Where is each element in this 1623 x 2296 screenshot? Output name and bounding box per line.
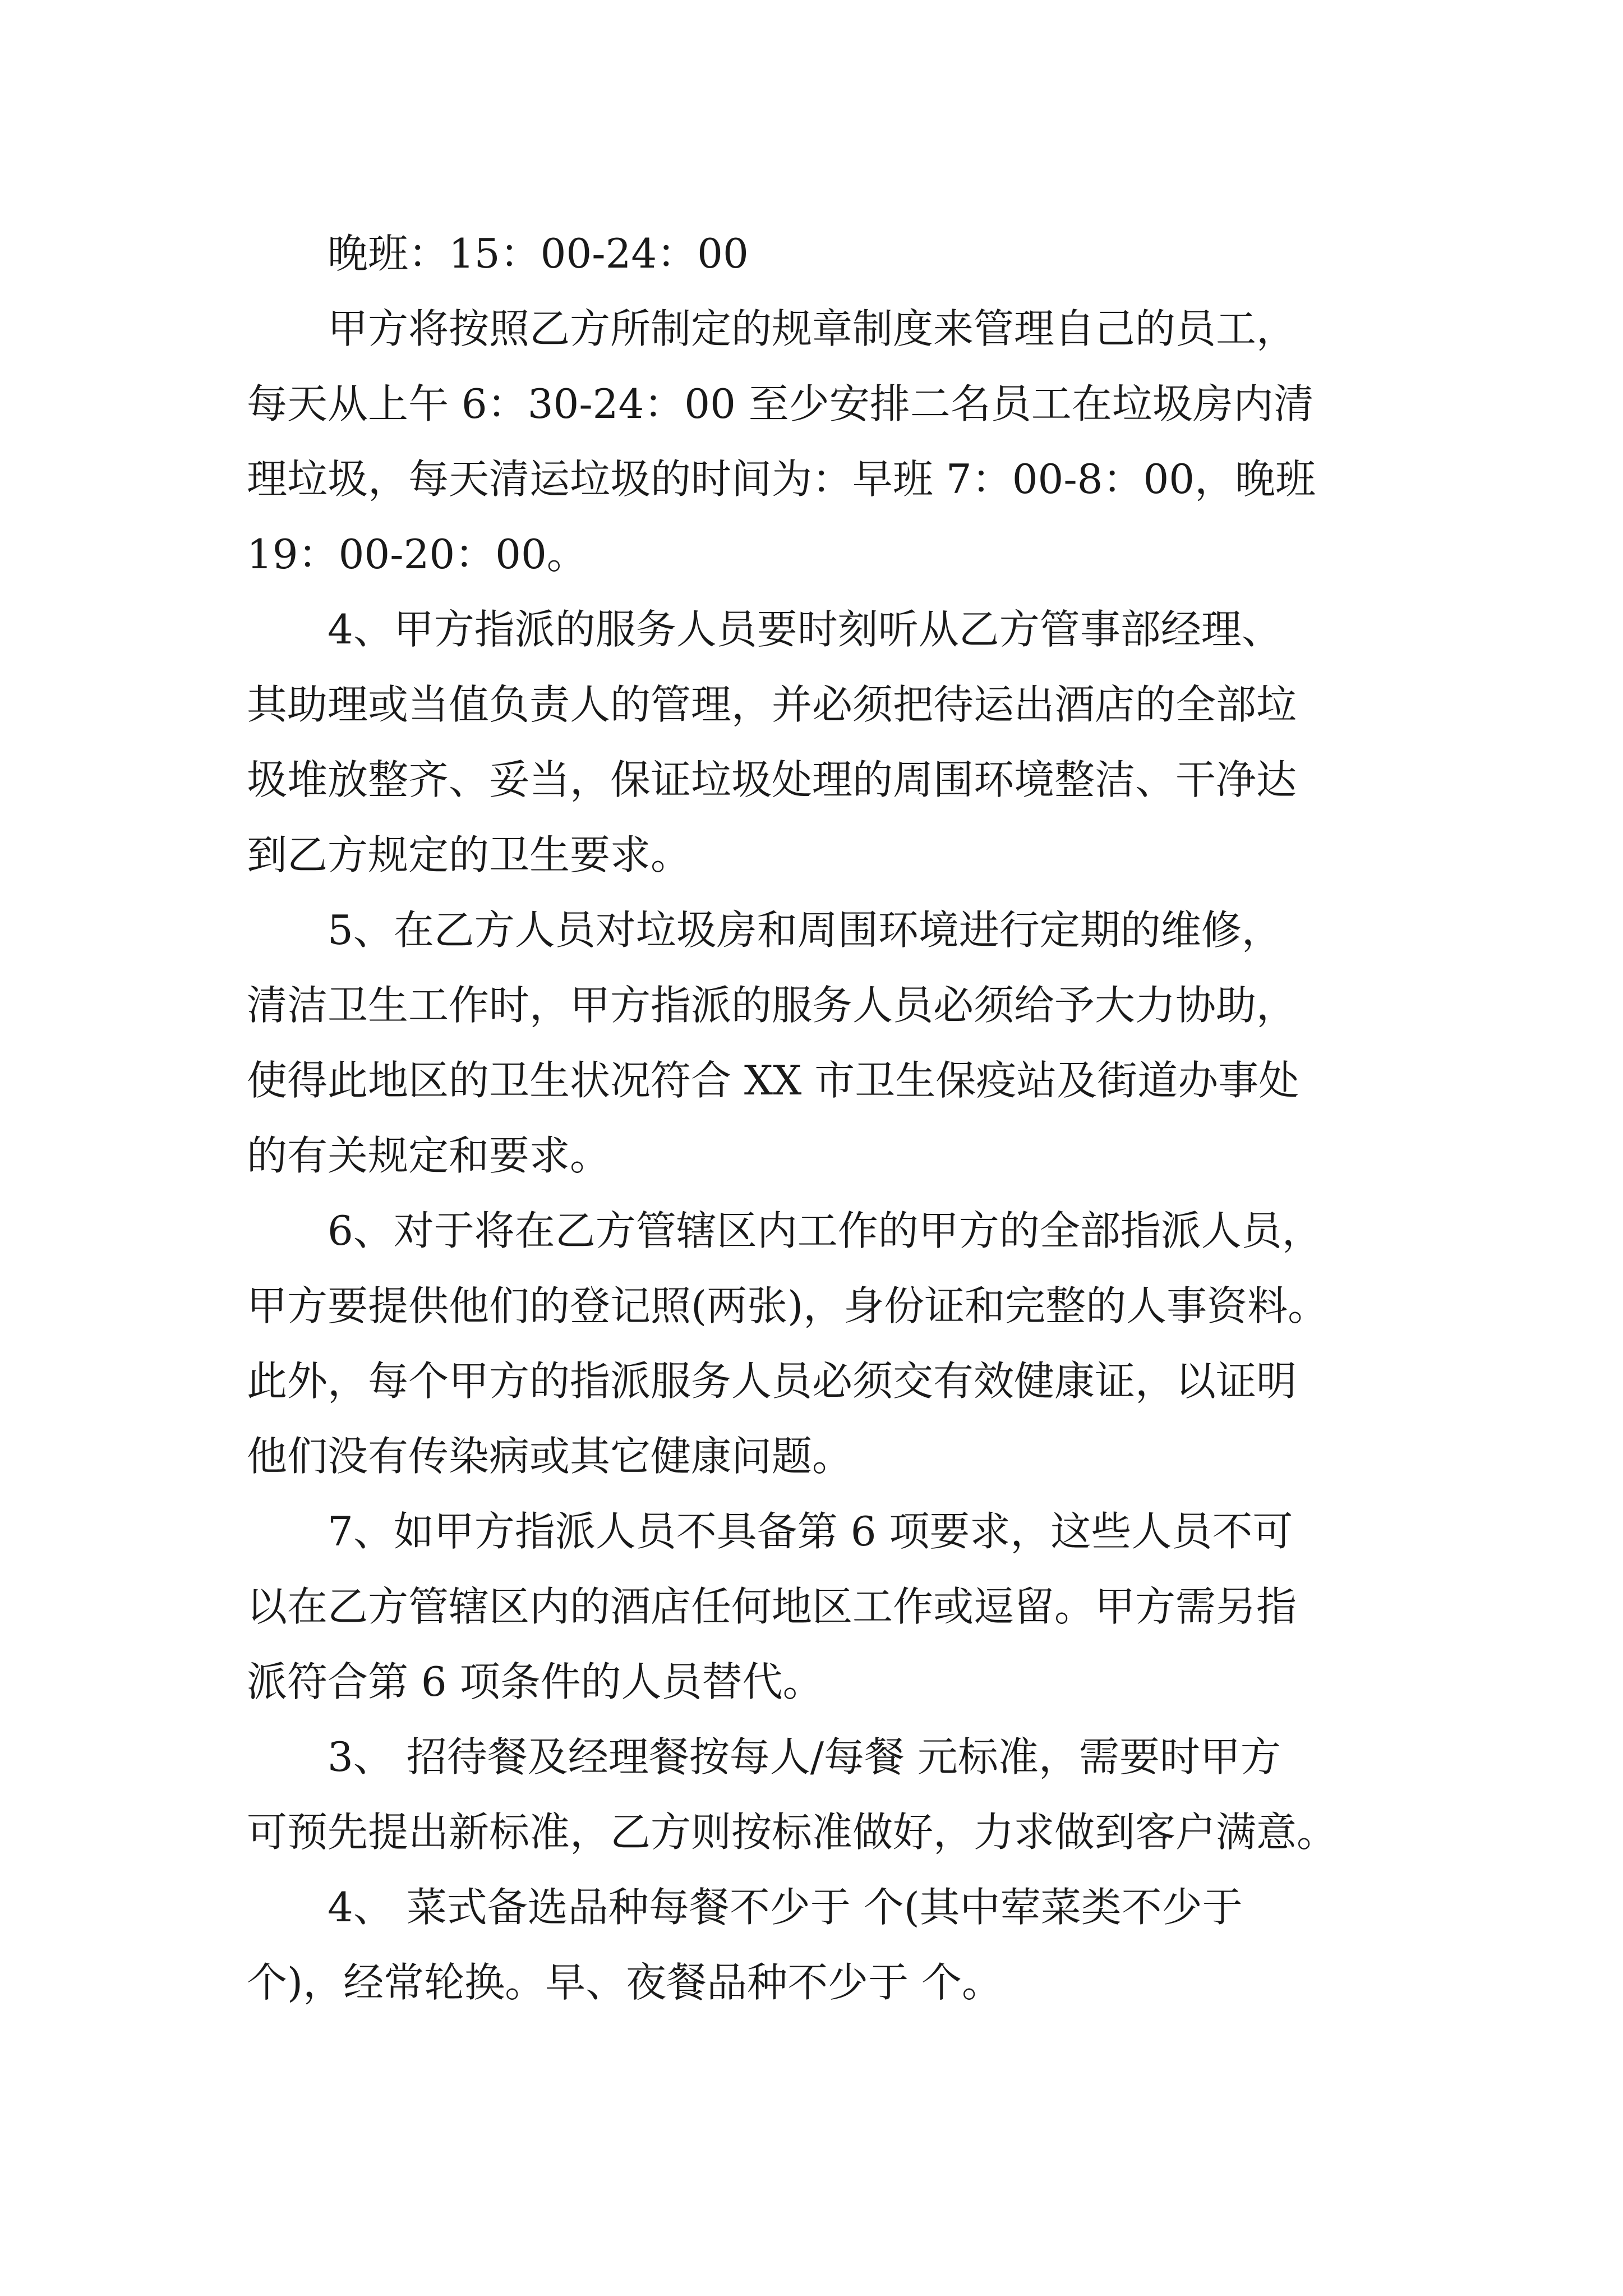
text-line: 到乙方规定的卫生要求。 bbox=[247, 831, 691, 878]
text-line: 理垃圾，每天清运垃圾的时间为：早班 7：00-8：00，晚班 bbox=[247, 455, 1316, 503]
text-line: 3、 招待餐及经理餐按每人/每餐 元标准，需要时甲方 bbox=[328, 1733, 1281, 1780]
paragraph-item-3-meals bbox=[247, 1719, 1391, 1870]
text-line: 4、 菜式备选品种每餐不少于 个(其中荤菜类不少于 bbox=[328, 1884, 1243, 1931]
text-line: 19：00-20：00。 bbox=[247, 531, 587, 578]
text-line: 派符合第 6 项条件的人员替代。 bbox=[247, 1658, 823, 1705]
text-line: 的有关规定和要求。 bbox=[247, 1132, 611, 1179]
paragraph-staff-schedule bbox=[247, 291, 1391, 592]
text-line: 4、甲方指派的服务人员要时刻听从乙方管事部经理、 bbox=[328, 606, 1282, 653]
text-line: 甲方将按照乙方所制定的规章制度来管理自己的员工， bbox=[328, 305, 1297, 352]
text-line: 甲方要提供他们的登记照(两张)，身份证和完整的人事资料。 bbox=[247, 1282, 1329, 1329]
text-line: 以在乙方管辖区内的酒店任何地区工作或逗留。甲方需另指 bbox=[247, 1583, 1297, 1630]
text-line: 每天从上午 6：30-24：00 至少安排二名员工在垃圾房内清 bbox=[247, 380, 1314, 427]
text-line: 他们没有传染病或其它健康问题。 bbox=[247, 1433, 853, 1480]
text-line: 晚班：15：00-24：00 bbox=[328, 230, 749, 277]
paragraph-item-6 bbox=[247, 1193, 1391, 1494]
text-line: 使得此地区的卫生状况符合 XX 市卫生保疫站及街道办事处 bbox=[247, 1057, 1299, 1104]
paragraph-item-4-menu bbox=[247, 1870, 1391, 2020]
text-line: 可预先提出新标准，乙方则按标准做好，力求做到客户满意。 bbox=[247, 1809, 1338, 1856]
text-line: 清洁卫生工作时，甲方指派的服务人员必须给予大力协助， bbox=[247, 982, 1297, 1029]
text-line: 此外，每个甲方的指派服务人员必须交有效健康证，以证明 bbox=[247, 1358, 1297, 1405]
text-line: 6、对于将在乙方管辖区内工作的甲方的全部指派人员， bbox=[328, 1207, 1322, 1254]
text-line: 圾堆放整齐、妥当，保证垃圾处理的周围环境整洁、干净达 bbox=[247, 756, 1297, 803]
text-line: 7、如甲方指派人员不具备第 6 项要求，这些人员不可 bbox=[328, 1508, 1293, 1555]
paragraph-item-5 bbox=[247, 892, 1391, 1193]
text-line: 5、在乙方人员对垃圾房和周围环境进行定期的维修， bbox=[328, 907, 1282, 954]
text-line: 个)，经常轮换。早、夜餐品种不少于 个。 bbox=[247, 1959, 1002, 2006]
document-body bbox=[247, 216, 1391, 2020]
paragraph-item-4 bbox=[247, 592, 1391, 892]
text-line: 其助理或当值负责人的管理，并必须把待运出酒店的全部垃 bbox=[247, 681, 1297, 728]
paragraph-night-shift bbox=[247, 216, 1391, 291]
paragraph-item-7 bbox=[247, 1494, 1391, 1719]
